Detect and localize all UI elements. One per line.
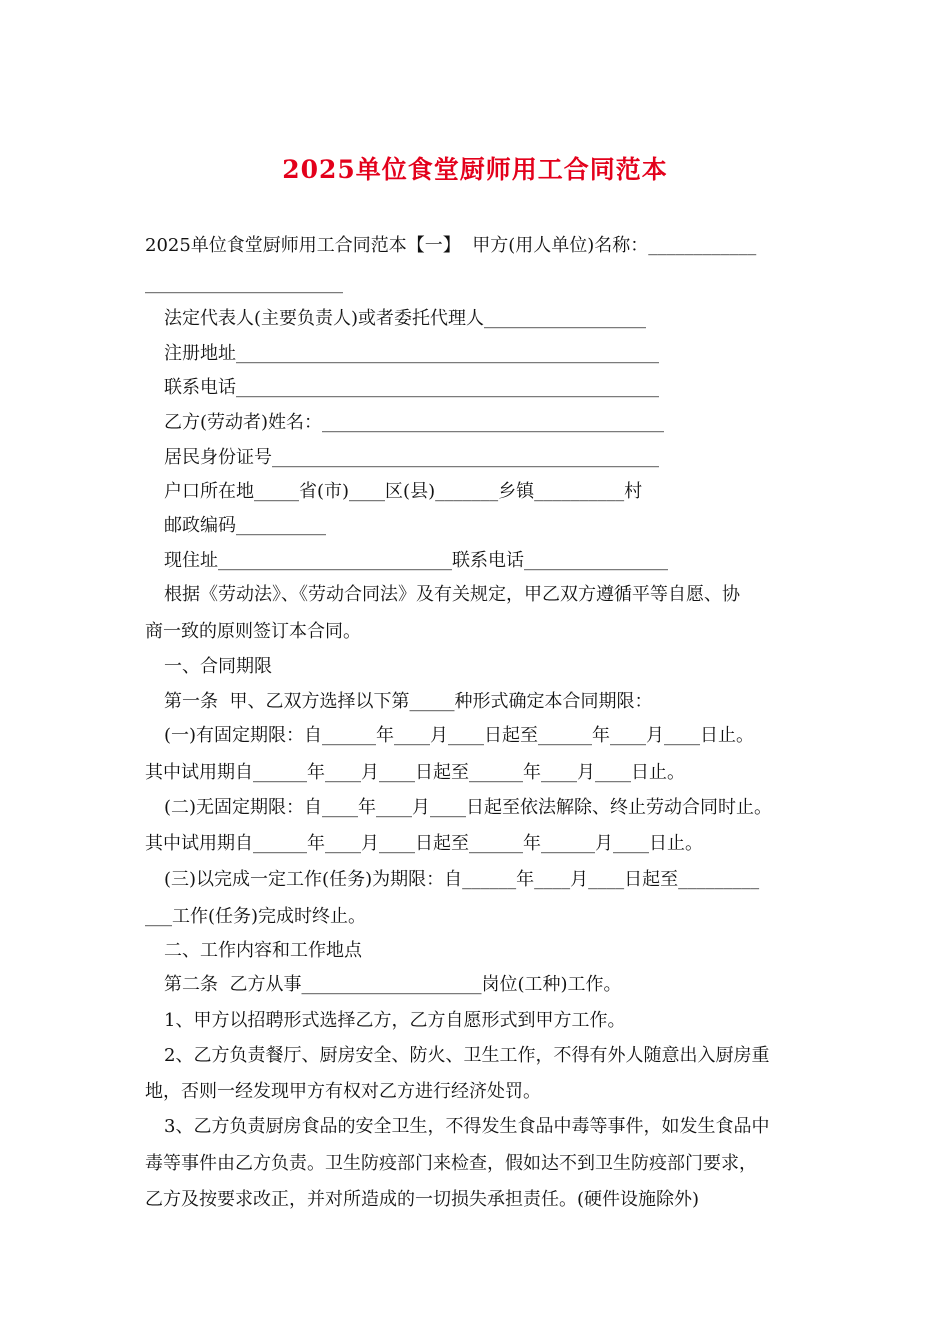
- term-option-line-cont: ___工作(任务)完成时终止。: [145, 906, 367, 927]
- phone-line: 联系电话_______________________________________________: [164, 377, 659, 398]
- paragraph-line: 2、乙方负责餐厅、厨房安全、防火、卫生工作，不得有外人随意出入厨房重: [164, 1045, 770, 1066]
- paragraph-line: 商一致的原则签订本合同。: [145, 621, 361, 642]
- paragraph-line: 乙方及按要求改正，并对所造成的一切损失承担责任。(硬件设施除外): [145, 1189, 700, 1210]
- current-address-line: 现住址__________________________联系电话________________: [164, 550, 668, 571]
- article-line: 第一条 甲、乙双方选择以下第_____种形式确定本合同期限：: [164, 691, 653, 712]
- paragraph-line: 毒等事件由乙方负责。卫生防疫部门来检查，假如达不到卫生防疫部门要求，: [145, 1153, 757, 1174]
- intro-line: 2025单位食堂厨师用工合同范本【一】 甲方(用人单位)名称：____________: [145, 235, 757, 256]
- reg-address-line: 注册地址_______________________________________________: [164, 343, 659, 364]
- postal-code-line: 邮政编码__________: [164, 515, 326, 536]
- article-line: 第二条 乙方从事____________________岗位(工种)工作。: [164, 974, 622, 995]
- intro-line-cont: ______________________: [145, 273, 343, 294]
- paragraph-line: 3、乙方负责厨房食品的安全卫生，不得发生食品中毒等事件，如发生食品中: [164, 1116, 770, 1137]
- probation-line: 其中试用期自______年____月____日起至______年____月____日止。: [145, 762, 685, 783]
- legal-rep-line: 法定代表人(主要负责人)或者委托代理人__________________: [164, 308, 647, 329]
- term-option-line: (三)以完成一定工作(任务)为期限：自______年____月____日起至_________: [164, 869, 760, 890]
- section-heading: 一、合同期限: [164, 656, 272, 677]
- id-number-line: 居民身份证号___________________________________________: [164, 447, 659, 468]
- paragraph-line: 地，否则一经发现甲方有权对乙方进行经济处罚。: [145, 1081, 541, 1102]
- paragraph-line: 1、甲方以招聘形式选择乙方，乙方自愿形式到甲方工作。: [164, 1010, 626, 1031]
- probation-line: 其中试用期自______年____月____日起至______年______月____日止。: [145, 833, 703, 854]
- section-heading: 二、工作内容和工作地点: [164, 940, 362, 961]
- hukou-line: 户口所在地_____省(市)____区(县)_______乡镇__________村: [164, 481, 643, 502]
- party-b-name-line: 乙方(劳动者)姓名：______________________________________: [164, 412, 665, 433]
- term-option-line: (一)有固定期限：自______年____月____日起至______年____月____日止。: [164, 725, 755, 746]
- paragraph-line: 根据《劳动法》、《劳动合同法》及有关规定，甲乙双方遵循平等自愿、协: [164, 584, 740, 605]
- term-option-line: (二)无固定期限：自____年____月____日起至依法解除、终止劳动合同时止。: [164, 797, 773, 818]
- document-title: 2025单位食堂厨师用工合同范本: [282, 155, 668, 184]
